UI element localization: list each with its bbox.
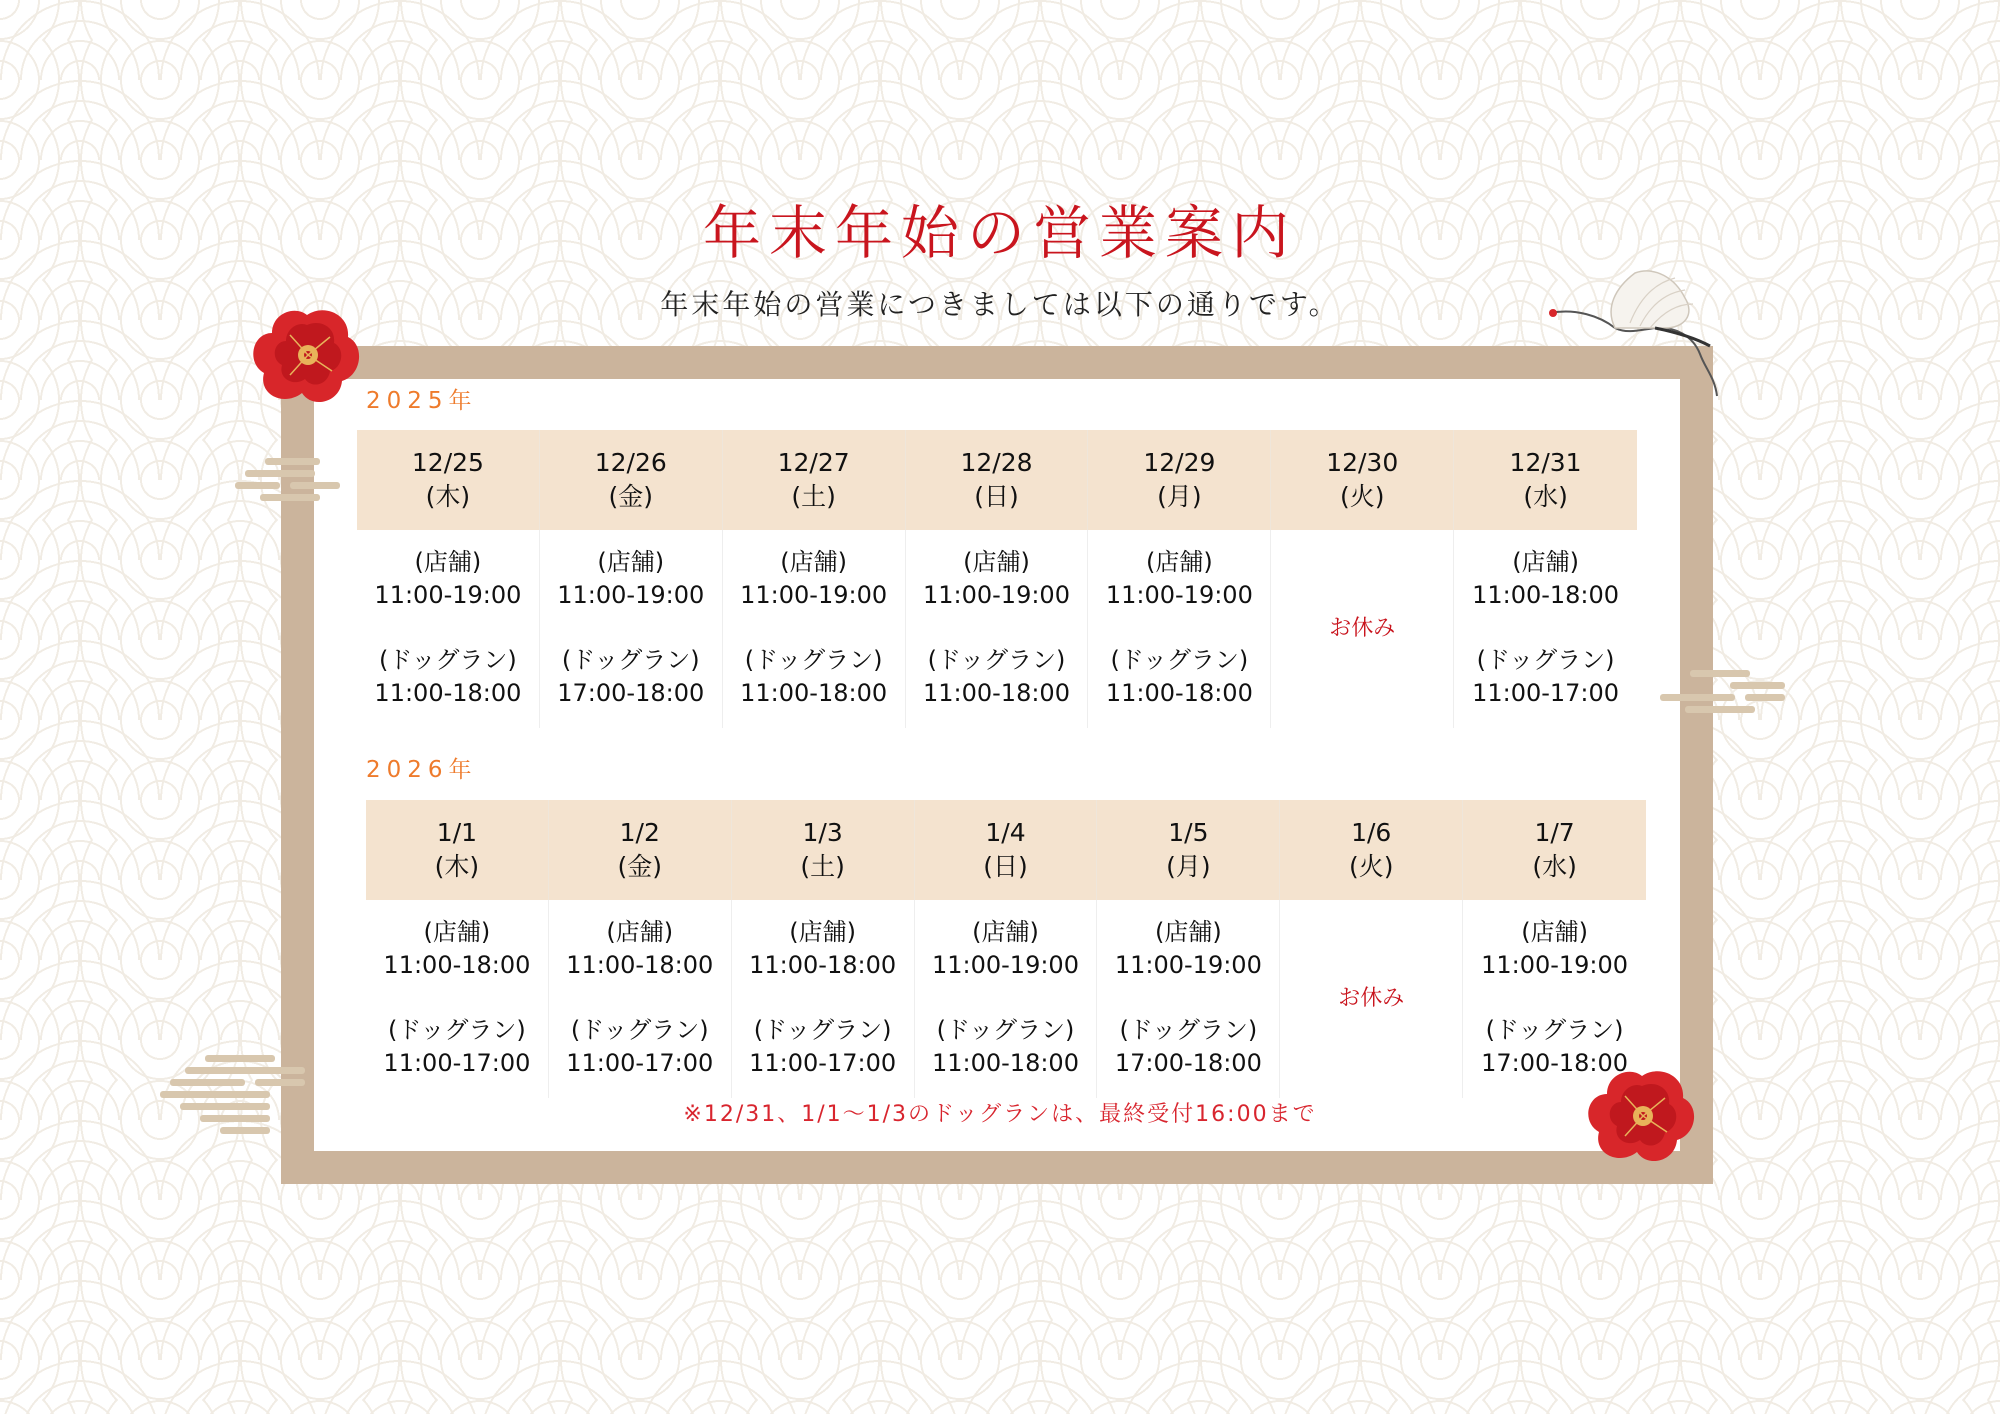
weekday-text: (水) [1523, 482, 1568, 511]
store-hours: 11:00-18:00 [383, 951, 531, 979]
dogrun-label: (ドッグラン) [379, 646, 517, 674]
date-header-cell [1463, 800, 1646, 900]
store-label: (店舗) [423, 918, 491, 946]
hours-cell [540, 530, 723, 728]
crane-icon [1545, 268, 1720, 403]
dogrun-label: (ドッグラン) [388, 1016, 526, 1044]
dogrun-hours: 17:00-18:00 [557, 679, 705, 707]
dogrun-label: (ドッグラン) [744, 646, 883, 674]
store-hours: 11:00-19:00 [922, 581, 1070, 609]
closed-label: お休み [1338, 986, 1405, 1011]
date-text: 12/29 [1143, 448, 1216, 477]
dogrun-label: (ドッグラン) [570, 1016, 709, 1044]
weekday-text: (土) [800, 852, 845, 881]
year-label-2026: 2026年 [366, 757, 478, 783]
date-text: 1/1 [436, 818, 478, 847]
store-hours: 11:00-19:00 [557, 581, 705, 609]
dogrun-hours: 11:00-17:00 [1472, 679, 1620, 707]
date-header-cell [357, 430, 540, 530]
date-text: 1/2 [619, 818, 660, 847]
date-header-cell [1280, 800, 1463, 900]
page-title: 年末年始の営業案内 [702, 199, 1297, 267]
weekday-text: (火) [1339, 482, 1385, 511]
dogrun-hours: 11:00-18:00 [1105, 679, 1253, 707]
store-hours: 11:00-19:00 [740, 581, 888, 609]
date-text: 12/27 [777, 448, 850, 477]
store-hours: 11:00-19:00 [931, 951, 1079, 979]
date-header-cell [549, 800, 732, 900]
dogrun-note: ※12/31、1/1〜1/3のドッグランは、最終受付16:00まで [683, 1102, 1317, 1127]
date-text: 12/31 [1509, 448, 1582, 477]
date-text: 1/5 [1168, 818, 1209, 847]
store-hours: 11:00-19:00 [1481, 951, 1629, 979]
date-text: 1/3 [802, 818, 843, 847]
hours-cell [906, 530, 1089, 728]
date-header-row [366, 800, 1646, 900]
store-label: (店舗) [606, 918, 674, 946]
store-label: (店舗) [1145, 548, 1213, 576]
hours-cell [366, 900, 549, 1098]
cloud-icon [1660, 670, 1785, 720]
weekday-text: (月) [1166, 852, 1211, 881]
hours-cell [723, 530, 906, 728]
date-text: 1/7 [1534, 818, 1575, 847]
date-text: 12/26 [594, 448, 667, 477]
dogrun-hours: 11:00-17:00 [383, 1049, 531, 1077]
schedule-table-2025 [357, 430, 1637, 728]
year-label-2025: 2025年 [366, 388, 478, 414]
weekday-text: (日) [974, 482, 1019, 511]
weekday-text: (水) [1532, 852, 1577, 881]
weekday-text: (金) [608, 482, 654, 511]
date-text: 12/25 [411, 448, 484, 477]
dogrun-label: (ドッグラン) [1119, 1016, 1258, 1044]
store-label: (店舗) [1521, 918, 1588, 946]
closed-label: お休み [1329, 616, 1396, 641]
store-hours: 11:00-18:00 [566, 951, 714, 979]
dogrun-label: (ドッグラン) [753, 1016, 892, 1044]
hours-cell [915, 900, 1098, 1098]
date-header-cell [366, 800, 549, 900]
store-hours: 11:00-19:00 [1114, 951, 1262, 979]
store-label: (店舗) [597, 548, 665, 576]
store-label: (店舗) [1512, 548, 1579, 576]
weekday-text: (月) [1157, 482, 1202, 511]
hours-cell [357, 530, 540, 728]
store-label: (店舗) [972, 918, 1039, 946]
dogrun-hours: 11:00-17:00 [566, 1049, 714, 1077]
cloud-icon [235, 458, 345, 503]
hours-cell [732, 900, 915, 1098]
date-text: 1/4 [985, 818, 1026, 847]
hours-cell [1088, 530, 1271, 728]
store-label: (店舗) [780, 548, 847, 576]
dogrun-label: (ドッグラン) [1485, 1016, 1624, 1044]
weekday-text: (金) [617, 852, 663, 881]
date-text: 12/28 [960, 448, 1033, 477]
hours-cell [1097, 900, 1280, 1098]
dogrun-hours: 17:00-18:00 [1481, 1049, 1629, 1077]
date-header-cell [906, 430, 1089, 530]
date-header-cell [1088, 430, 1271, 530]
date-header-cell [732, 800, 915, 900]
dogrun-hours: 11:00-18:00 [740, 679, 888, 707]
weekday-text: (日) [983, 852, 1028, 881]
peony-flower-icon [1585, 1068, 1700, 1168]
schedule-table-2026 [366, 800, 1646, 1098]
dogrun-label: (ドッグラン) [936, 1016, 1075, 1044]
dogrun-hours: 11:00-18:00 [374, 679, 522, 707]
hours-row [366, 900, 1646, 1098]
weekday-text: (木) [434, 852, 480, 881]
store-label: (店舗) [414, 548, 482, 576]
date-header-cell [915, 800, 1098, 900]
date-header-cell [1271, 430, 1454, 530]
dogrun-hours: 11:00-18:00 [922, 679, 1070, 707]
store-hours: 11:00-19:00 [1105, 581, 1253, 609]
weekday-text: (木) [425, 482, 471, 511]
dogrun-label: (ドッグラン) [1110, 646, 1249, 674]
date-text: 12/30 [1326, 448, 1399, 477]
dogrun-hours: 17:00-18:00 [1114, 1049, 1262, 1077]
store-label: (店舗) [1154, 918, 1222, 946]
hours-cell-closed [1271, 530, 1454, 728]
dogrun-hours: 11:00-18:00 [931, 1049, 1079, 1077]
store-hours: 11:00-18:00 [1472, 581, 1620, 609]
date-header-row [357, 430, 1637, 530]
date-header-cell [1454, 430, 1637, 530]
date-header-cell [1097, 800, 1280, 900]
store-label: (店舗) [789, 918, 856, 946]
date-header-cell [723, 430, 906, 530]
weekday-text: (土) [791, 482, 836, 511]
weekday-text: (火) [1348, 852, 1394, 881]
date-text: 1/6 [1351, 818, 1392, 847]
store-label: (店舗) [963, 548, 1030, 576]
dogrun-label: (ドッグラン) [1476, 646, 1615, 674]
hours-cell [549, 900, 732, 1098]
date-header-cell [540, 430, 723, 530]
hours-cell-closed [1280, 900, 1463, 1098]
hours-row [357, 530, 1637, 728]
dogrun-label: (ドッグラン) [561, 646, 700, 674]
store-hours: 11:00-19:00 [374, 581, 522, 609]
store-hours: 11:00-18:00 [749, 951, 897, 979]
cloud-icon [160, 1055, 310, 1137]
page-subtitle: 年末年始の営業につきましては以下の通りです。 [660, 288, 1340, 321]
dogrun-label: (ドッグラン) [927, 646, 1066, 674]
peony-flower-icon [250, 305, 365, 410]
hours-cell [1454, 530, 1637, 728]
dogrun-hours: 11:00-17:00 [749, 1049, 897, 1077]
